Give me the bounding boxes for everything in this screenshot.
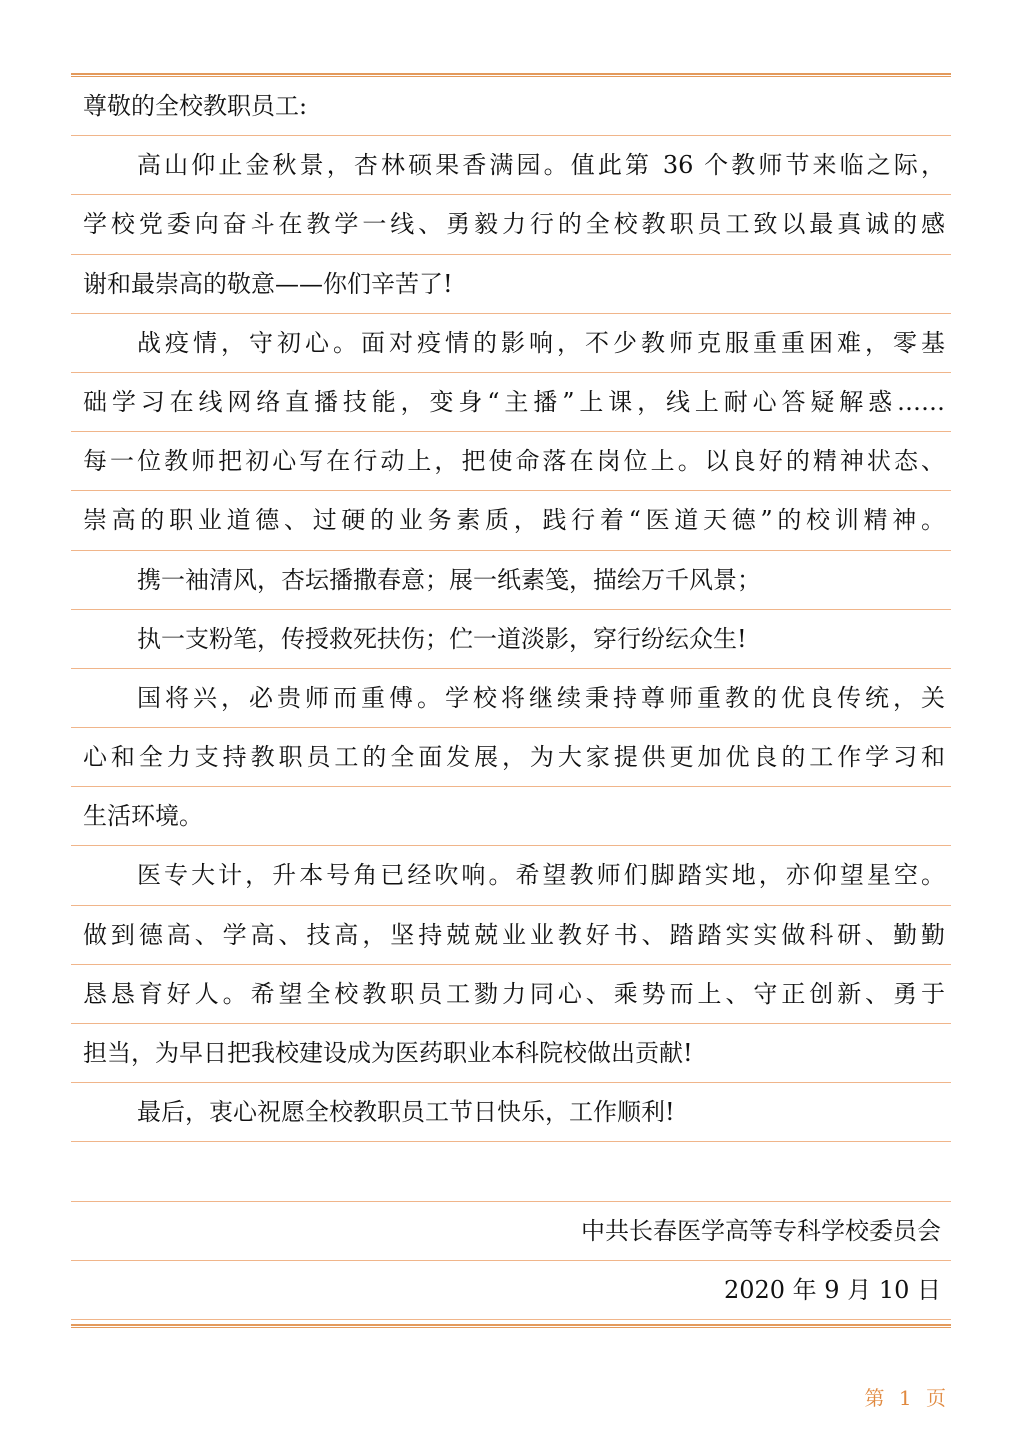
letter-line: 担当，为早日把我校建设成为医药职业本科院校做出贡献! <box>71 1024 951 1083</box>
letter-line: 每一位教师把初心写在行动上，把使命落在岗位上。以良好的精神状态、 <box>71 432 951 491</box>
page-number: 第 1 页 <box>864 1386 950 1410</box>
letter-line: 学校党委向奋斗在教学一线、勇毅力行的全校教职员工致以最真诚的感 <box>71 195 951 254</box>
letter-line: 携一袖清风，杏坛播撒春意；展一纸素笺，描绘万千风景； <box>71 551 951 610</box>
blank-line <box>71 1142 951 1201</box>
letter-line: 国将兴，必贵师而重傅。学校将继续秉持尊师重教的优良传统，关 <box>71 669 951 728</box>
letter-line: 恳恳育好人。希望全校教职员工勠力同心、乘势而上、守正创新、勇于 <box>71 965 951 1024</box>
letter-line: 生活环境。 <box>71 787 951 846</box>
bottom-double-rule <box>71 1324 951 1328</box>
letter-line: 执一支粉笔，传授救死扶伤；伫一道淡影，穿行纷纭众生! <box>71 610 951 669</box>
letter-line: 尊敬的全校教职员工: <box>71 77 951 136</box>
letter-body <box>71 77 951 1320</box>
letter-line: 做到德高、学高、技高，坚持兢兢业业教好书、踏踏实实做科研、勤勤 <box>71 906 951 965</box>
letter-line: 战疫情，守初心。面对疫情的影响，不少教师克服重重困难，零基 <box>71 314 951 373</box>
signature-organization: 中共长春医学高等专科学校委员会 <box>71 1202 951 1261</box>
letter-line: 心和全力支持教职员工的全面发展，为大家提供更加优良的工作学习和 <box>71 728 951 787</box>
letter-line: 医专大计，升本号角已经吹响。希望教师们脚踏实地，亦仰望星空。 <box>71 846 951 905</box>
letter-line: 高山仰止金秋景，杏林硕果香满园。值此第 36 个教师节来临之际， <box>71 136 951 195</box>
letter-line: 崇高的职业道德、过硬的业务素质，践行着“医道天德”的校训精神。 <box>71 491 951 550</box>
signature-date: 2020 年 9 月 10 日 <box>71 1261 951 1320</box>
letter-line: 谢和最崇高的敬意——你们辛苦了! <box>71 255 951 314</box>
letter-line: 础学习在线网络直播技能，变身“主播”上课，线上耐心答疑解惑…… <box>71 373 951 432</box>
letter-line: 最后，衷心祝愿全校教职员工节日快乐，工作顺利! <box>71 1083 951 1142</box>
